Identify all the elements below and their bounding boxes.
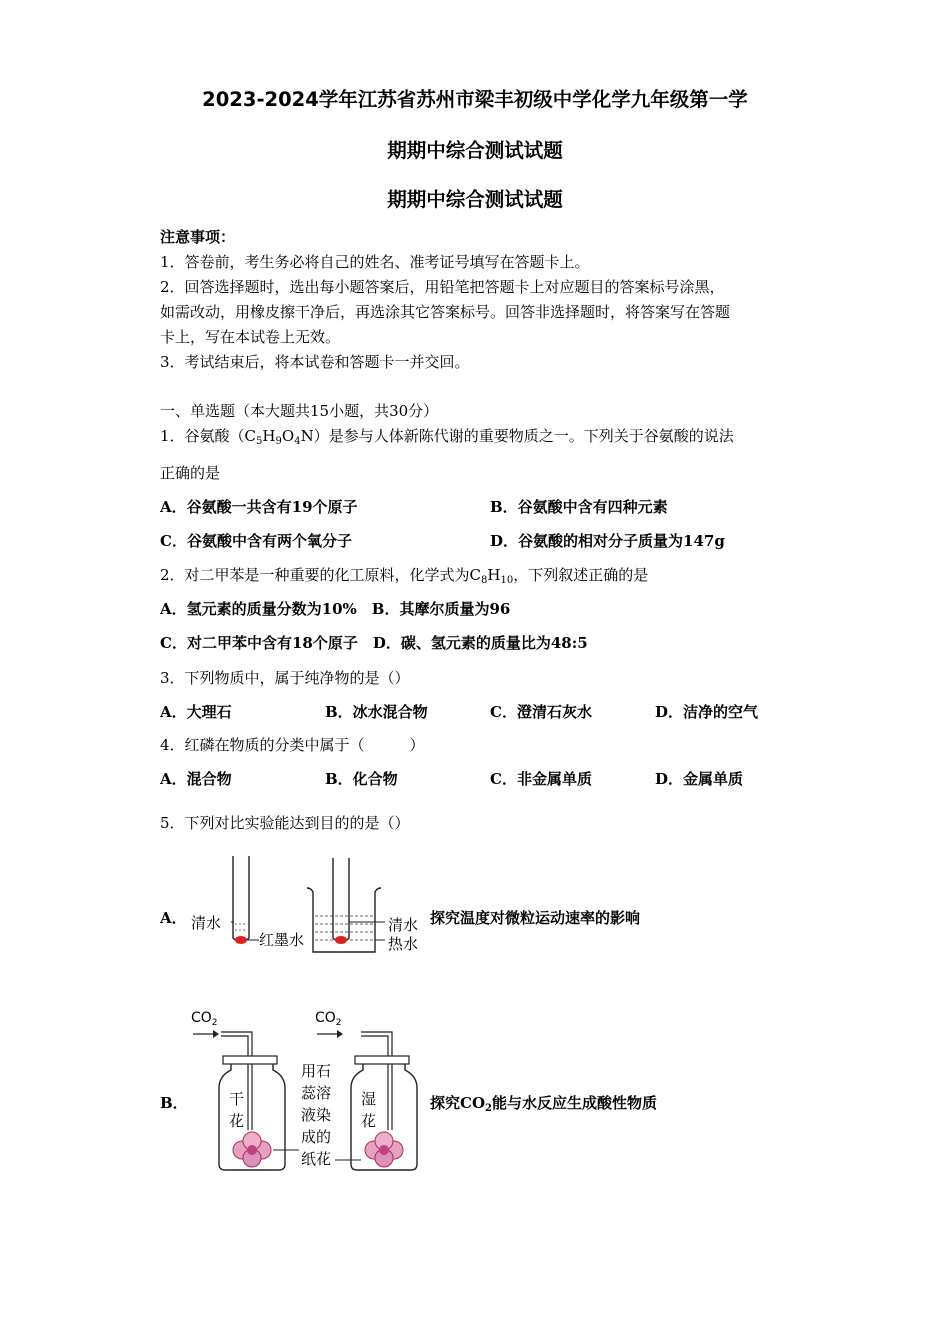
section-heading: 一、单选题（本大题共15小题，共30分）: [160, 402, 439, 420]
question-3-stem: 3．下列物质中，属于纯净物的是（）: [160, 669, 410, 687]
notice-item-2: 2．回答选择题时，选出每小题答案后，用铅笔把答题卡上对应题目的答案标号涂黑，: [160, 278, 725, 296]
question-1-stem-cont: 正确的是: [160, 464, 221, 482]
notice-item-2-cont2: 卡上，写在本试卷上无效。: [160, 328, 341, 346]
q3-option-a: A．大理石: [160, 703, 232, 721]
q4-option-d: D．金属单质: [655, 770, 744, 788]
page-subtitle-repeat: 期期中综合测试试题: [387, 188, 563, 211]
notice-heading: 注意事项：: [160, 228, 236, 246]
question-4-stem: 4．红磷在物质的分类中属于（ ）: [160, 736, 425, 754]
label-co2-left: $CO_2$: [191, 1010, 218, 1028]
label-wet-2: 花: [361, 1112, 377, 1130]
q5-option-b-label: B．: [160, 1094, 188, 1112]
question-5-stem: 5．下列对比实验能达到目的的是（）: [160, 814, 410, 832]
label-mid-3: 液染: [301, 1106, 332, 1124]
question-1-stem: 1．谷氨酸$(C_5H_9O_4N)$是参与人体新陈代谢的重要物质之一。下列关于谷氨酸的说法: [160, 427, 734, 447]
arrow-right-icon: [193, 1030, 219, 1038]
q5-option-b-description: 探究$CO_2$能与水反应生成酸性物质: [430, 1094, 658, 1114]
q2-options-cd: C．对二甲苯中含有18个原子 D．碳、氢元素的质量比为48:5: [160, 634, 588, 652]
q3-option-c: C．澄清石灰水: [490, 703, 592, 721]
label-clear-water-left: 清水: [191, 914, 222, 932]
label-wet-1: 湿: [361, 1090, 377, 1108]
q4-option-b: B．化合物: [325, 770, 398, 788]
label-mid-1: 用石: [301, 1062, 332, 1080]
red-ink-drop: [235, 936, 247, 944]
notice-item-2-cont: 如需改动，用橡皮擦干净后，再选涂其它答案标号。回答非选择题时，将答案写在答题: [160, 303, 731, 321]
page-subtitle: 期期中综合测试试题: [387, 139, 563, 162]
paper-flower-icon: [233, 1132, 271, 1167]
label-dry-2: 花: [229, 1112, 245, 1130]
paper-flower-icon: [365, 1132, 403, 1167]
notice-item-1: 1．答卷前，考生务必将自己的姓名、准考证号填写在答题卡上。: [160, 253, 590, 271]
q5-option-a-description: 探究温度对微粒运动速率的影响: [430, 909, 641, 927]
test-tube-icon: [233, 856, 249, 944]
label-dry-1: 干: [229, 1090, 245, 1108]
q1-option-a: A．谷氨酸一共含有19个原子: [160, 498, 358, 516]
notice-item-3: 3．考试结束后，将本试卷和答题卡一并交回。: [160, 353, 470, 371]
q5-option-a-label: A．: [160, 909, 187, 927]
beaker-icon: [307, 858, 381, 952]
label-clear-water-right: 清水: [388, 916, 419, 934]
label-mid-2: 蕊溶: [301, 1084, 332, 1102]
q2-options-ab: A．氢元素的质量分数为10% B．其摩尔质量为96: [160, 600, 511, 618]
label-red-ink: 红墨水: [259, 931, 305, 949]
q3-option-b: B．冰水混合物: [325, 703, 428, 721]
arrow-right-icon: [317, 1030, 343, 1038]
question-2-stem: 2．对二甲苯是一种重要的化工原料，化学式为$C_8H_{10}$，下列叙述正确的是: [160, 566, 649, 586]
label-co2-right: $CO_2$: [315, 1010, 342, 1028]
q1-option-d: D．谷氨酸的相对分子质量为147g: [490, 532, 725, 550]
q4-option-c: C．非金属单质: [490, 770, 592, 788]
q3-option-d: D．洁净的空气: [655, 703, 759, 721]
co2-litmus-experiment-figure: [185, 1000, 430, 1180]
label-hot-water: 热水: [388, 935, 419, 953]
label-mid-4: 成的: [301, 1128, 332, 1146]
diffusion-experiment-figure: [185, 850, 430, 960]
q1-option-c: C．谷氨酸中含有两个氧分子: [160, 532, 352, 550]
q4-option-a: A．混合物: [160, 770, 232, 788]
label-mid-5: 纸花: [301, 1150, 332, 1168]
q1-option-b: B．谷氨酸中含有四种元素: [490, 498, 668, 516]
page-title: 2023-2024学年江苏省苏州市梁丰初级中学化学九年级第一学: [202, 88, 748, 111]
